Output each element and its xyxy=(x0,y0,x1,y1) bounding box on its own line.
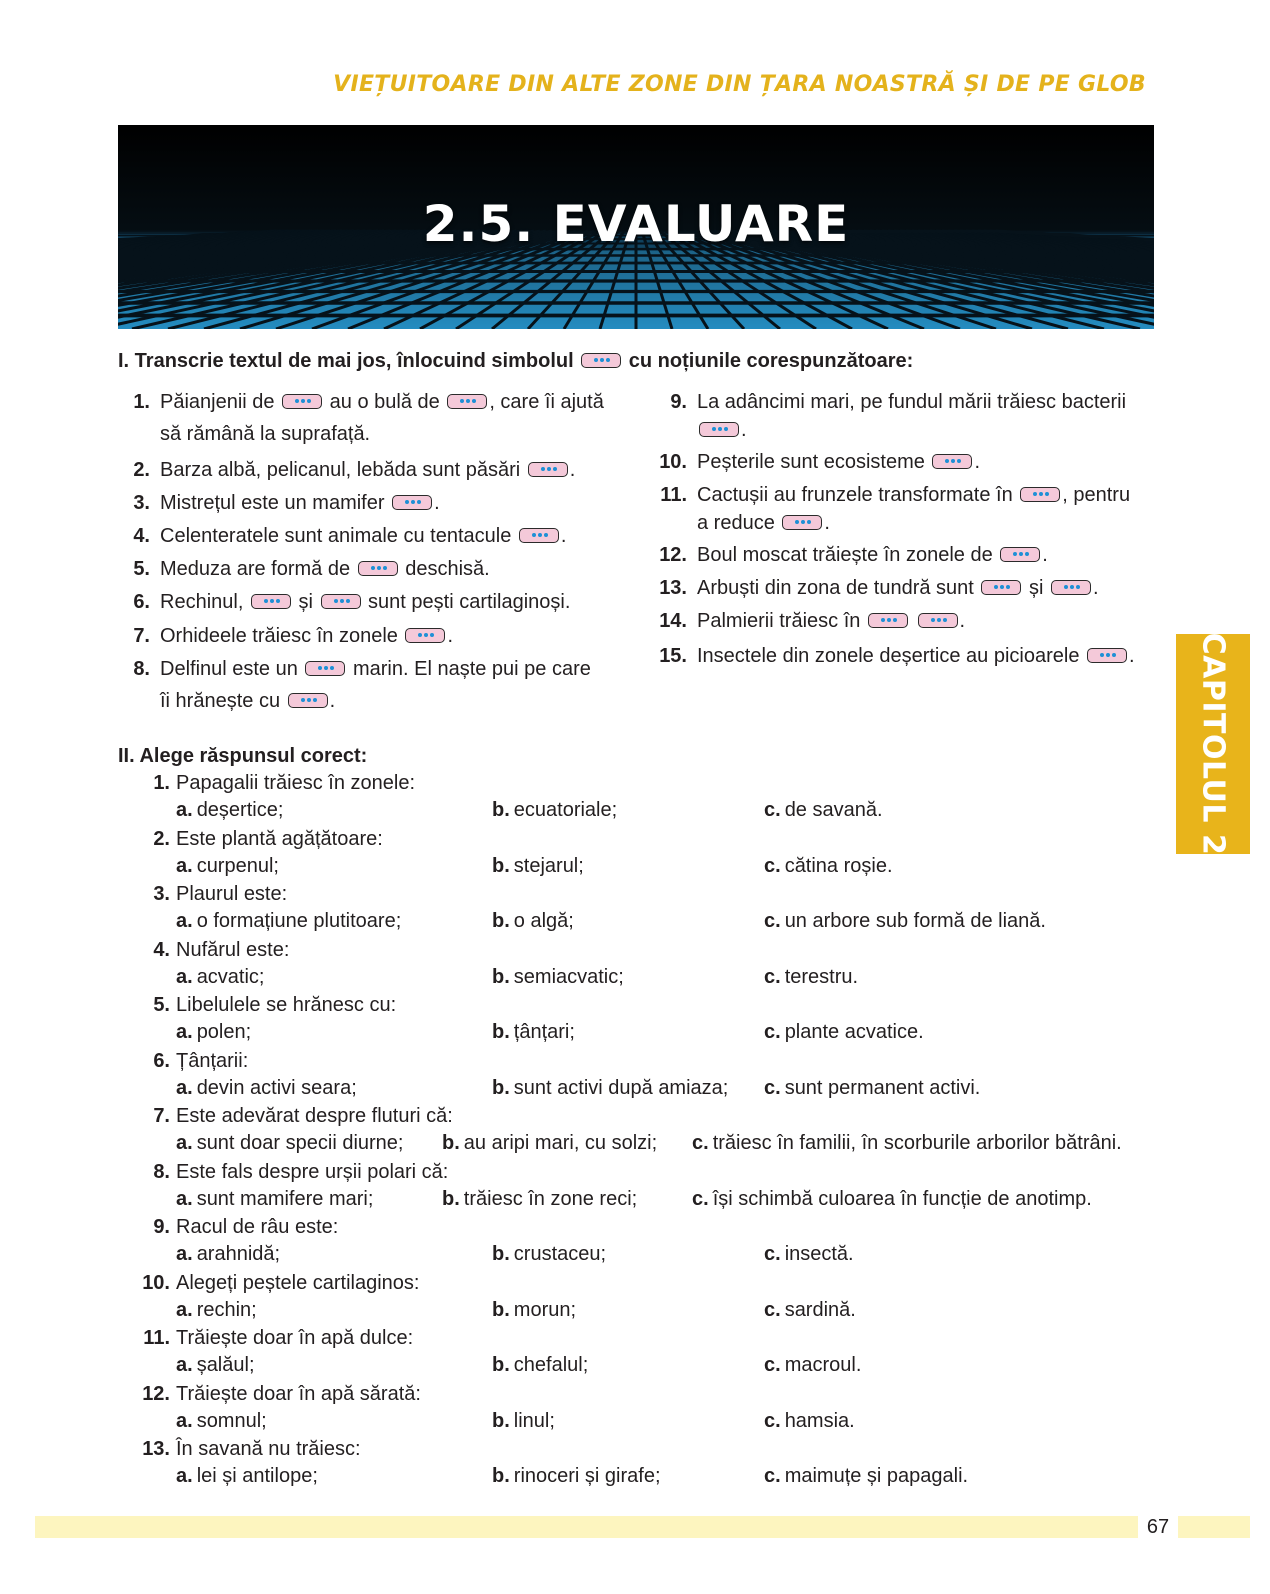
option-letter: c. xyxy=(764,1076,781,1099)
answer-option-c[interactable] xyxy=(764,1299,856,1322)
option-letter: a. xyxy=(176,1021,193,1043)
answer-option-c[interactable] xyxy=(764,799,883,822)
item-text-line xyxy=(160,489,440,517)
answer-option-c[interactable] xyxy=(692,1132,1122,1155)
item-text xyxy=(910,610,916,632)
option-letter: b. xyxy=(492,965,510,988)
question-text: Este adevărat despre fluturi că: xyxy=(176,1105,453,1127)
answer-option-c[interactable] xyxy=(764,966,858,989)
footer-band xyxy=(35,1516,1250,1538)
ellipsis-box-icon xyxy=(699,422,739,437)
question-text: Plaurul este: xyxy=(176,883,288,905)
option-letter: b. xyxy=(492,910,510,932)
answer-option-a[interactable] xyxy=(176,1410,267,1433)
option-text: au aripi mari, cu solzi; xyxy=(463,1132,658,1154)
answer-option-a[interactable] xyxy=(176,966,265,989)
option-letter: a. xyxy=(176,1243,193,1265)
item-text-line xyxy=(160,687,335,715)
item-text: a reduce xyxy=(697,512,781,534)
question-stem xyxy=(136,1327,413,1350)
option-letter: c. xyxy=(764,1021,781,1043)
item-text-line xyxy=(160,388,604,416)
ellipsis-box-icon xyxy=(305,661,345,676)
answer-option-c[interactable] xyxy=(692,1188,1092,1211)
item-text-line xyxy=(160,456,575,484)
option-letter: a. xyxy=(176,854,193,877)
item-text: Păianjenii de xyxy=(160,391,281,413)
answer-option-c[interactable] xyxy=(764,1243,854,1266)
ellipsis-box-icon xyxy=(1051,580,1091,595)
question-text: Țânțarii: xyxy=(176,1049,249,1072)
option-letter: a. xyxy=(176,1132,193,1154)
item-text: . xyxy=(824,512,830,534)
answer-option-a[interactable] xyxy=(176,1077,357,1100)
item-number: 4. xyxy=(133,525,150,547)
item-text-line xyxy=(697,509,830,537)
item-number: 14. xyxy=(659,610,687,632)
item-text: deschisă. xyxy=(399,558,490,580)
chapter-tab xyxy=(1176,634,1250,854)
question-stem xyxy=(136,994,396,1017)
answer-option-a[interactable] xyxy=(176,1188,373,1211)
question-number: 9. xyxy=(153,1216,170,1238)
option-letter: c. xyxy=(764,854,781,877)
answer-option-a[interactable] xyxy=(176,799,283,822)
option-letter: b. xyxy=(492,799,510,821)
ellipsis-box-icon xyxy=(918,613,958,628)
section1-title xyxy=(118,350,913,373)
item-number: 12. xyxy=(659,544,687,566)
answer-option-c[interactable] xyxy=(764,1410,855,1433)
option-text: terestru. xyxy=(784,965,859,988)
item-text: La adâncimi mari, pe fundul mării trăiesc bacterii xyxy=(697,391,1127,413)
question-text: Libelulele se hrănesc cu: xyxy=(176,994,397,1016)
item-text-line xyxy=(697,448,980,476)
ellipsis-box-icon xyxy=(392,495,432,510)
item-text: Arbuști din zona de tundră sunt xyxy=(697,577,980,599)
answer-option-c[interactable] xyxy=(764,1077,980,1100)
answer-option-b[interactable] xyxy=(442,1188,637,1211)
answer-option-b[interactable] xyxy=(492,1354,588,1377)
item-text-line xyxy=(160,622,453,650)
question-stem xyxy=(136,1272,419,1295)
item-text: , care îi ajută xyxy=(489,391,604,413)
ellipsis-box-icon xyxy=(868,613,908,628)
item-text-line xyxy=(160,655,591,683)
option-text: maimuțe și papagali. xyxy=(784,1465,969,1487)
item-text-line xyxy=(697,388,1126,416)
item-number: 9. xyxy=(670,391,687,413)
option-text: cătina roșie. xyxy=(784,854,893,877)
item-text: Peșterile sunt ecosisteme xyxy=(697,451,931,473)
question-stem xyxy=(136,1216,338,1239)
question-text: Este fals despre urșii polari că: xyxy=(176,1160,449,1183)
option-letter: a. xyxy=(176,1465,193,1487)
question-stem xyxy=(136,1161,448,1184)
question-number: 12. xyxy=(142,1382,170,1405)
item-number: 11. xyxy=(660,484,687,506)
ellipsis-box-icon xyxy=(932,454,972,469)
option-letter: a. xyxy=(176,799,193,821)
item-text: Barza albă, pelicanul, lebăda sunt păsări xyxy=(160,459,526,481)
question-stem xyxy=(136,828,383,851)
ellipsis-box-icon xyxy=(288,693,328,708)
option-letter: c. xyxy=(692,1132,709,1154)
option-text: acvatic; xyxy=(196,965,265,988)
option-text: rechin; xyxy=(196,1298,257,1321)
section1-title-start: I. Transcrie textul de mai jos, înlocuind simbolul xyxy=(118,350,574,372)
answer-option-b[interactable] xyxy=(492,1021,575,1044)
option-text: ecuatoriale; xyxy=(513,799,618,821)
item-text: . xyxy=(741,419,747,441)
answer-option-b[interactable] xyxy=(492,1243,606,1266)
ellipsis-box-icon xyxy=(981,580,1021,595)
option-letter: a. xyxy=(176,1409,193,1432)
option-text: plante acvatice. xyxy=(784,1021,924,1043)
item-number: 15. xyxy=(659,645,687,667)
option-text: macroul. xyxy=(784,1354,862,1376)
option-letter: a. xyxy=(176,1187,193,1210)
answer-option-a[interactable] xyxy=(176,1354,255,1377)
item-text: Delfinul este un xyxy=(160,658,304,680)
question-number: 1. xyxy=(153,772,170,794)
ellipsis-box-icon xyxy=(251,594,291,609)
answer-option-b[interactable] xyxy=(492,966,624,989)
item-text: . xyxy=(447,625,454,647)
question-number: 5. xyxy=(153,994,170,1016)
question-stem xyxy=(136,1383,421,1406)
item-text: și xyxy=(1023,577,1049,599)
ellipsis-box-icon xyxy=(519,528,559,543)
option-text: sardină. xyxy=(784,1298,856,1321)
question-number: 6. xyxy=(153,1049,170,1072)
option-letter: c. xyxy=(764,1465,781,1487)
option-text: țânțari; xyxy=(513,1021,575,1043)
option-letter: c. xyxy=(764,910,781,932)
option-text: insectă. xyxy=(784,1243,854,1265)
item-text: . xyxy=(1042,544,1048,566)
option-text: șalăul; xyxy=(196,1354,255,1376)
item-text-line xyxy=(160,555,490,583)
option-letter: c. xyxy=(764,1354,781,1376)
item-text: Orhideele trăiesc în zonele xyxy=(160,625,404,647)
option-text: lei și antilope; xyxy=(196,1465,318,1487)
answer-option-a[interactable] xyxy=(176,1465,318,1488)
item-text-line xyxy=(697,607,965,635)
option-text: hamsia. xyxy=(784,1409,855,1432)
section2-title: II. Alege răspunsul corect: xyxy=(118,745,368,767)
question-stem xyxy=(136,1105,453,1128)
item-text-line xyxy=(697,481,1130,509)
option-letter: b. xyxy=(492,1298,510,1321)
option-text: trăiesc în familii, în scorburile arborilor bătrâni. xyxy=(712,1132,1122,1154)
item-number: 10. xyxy=(659,451,687,473)
option-text: morun; xyxy=(513,1298,577,1321)
answer-option-b[interactable] xyxy=(492,1299,576,1322)
page-title: 2.5. EVALUARE xyxy=(422,195,850,253)
question-text: Racul de râu este: xyxy=(176,1216,339,1238)
item-number: 8. xyxy=(133,658,150,680)
ellipsis-box-icon xyxy=(581,353,621,368)
item-text: . xyxy=(569,459,576,481)
item-text-line xyxy=(697,574,1099,602)
option-text: semiacvatic; xyxy=(513,965,624,988)
option-letter: b. xyxy=(492,854,510,877)
option-letter: b. xyxy=(492,1465,510,1487)
item-text: Palmierii trăiesc în xyxy=(697,610,866,632)
option-text: chefalul; xyxy=(513,1354,589,1376)
item-text: au o bulă de xyxy=(324,391,446,413)
question-stem xyxy=(136,939,289,962)
running-header: VIEȚUITOARE DIN ALTE ZONE DIN ȚARA NOASTRĂ ȘI DE PE GLOB xyxy=(333,72,1146,97)
ellipsis-box-icon xyxy=(1087,648,1127,663)
question-stem xyxy=(136,1050,248,1073)
item-text-line xyxy=(697,642,1135,670)
item-number: 7. xyxy=(133,625,150,647)
option-text: sunt permanent activi. xyxy=(784,1076,981,1099)
option-text: își schimbă culoarea în funcție de anotimp. xyxy=(712,1187,1092,1210)
option-letter: c. xyxy=(764,799,781,821)
answer-option-b[interactable] xyxy=(492,1077,728,1100)
question-number: 11. xyxy=(143,1327,170,1349)
question-text: În savană nu trăiesc: xyxy=(176,1438,361,1460)
option-text: devin activi seara; xyxy=(196,1076,357,1099)
section1-title-end: cu noțiunile corespunzătoare: xyxy=(628,350,914,372)
option-letter: a. xyxy=(176,1354,193,1376)
option-letter: a. xyxy=(176,1076,193,1099)
item-text-line xyxy=(697,416,747,444)
question-text: Papagalii trăiesc în zonele: xyxy=(176,772,416,794)
question-text: Trăiește doar în apă dulce: xyxy=(176,1327,414,1349)
option-letter: b. xyxy=(492,1409,510,1432)
answer-option-b[interactable] xyxy=(492,855,584,878)
option-text: sunt mamifere mari; xyxy=(196,1187,374,1210)
option-letter: b. xyxy=(492,1354,510,1376)
item-text: Rechinul, xyxy=(160,591,249,613)
option-text: o algă; xyxy=(513,910,574,932)
option-text: sunt doar specii diurne; xyxy=(196,1132,404,1154)
option-letter: a. xyxy=(176,910,193,932)
option-text: somnul; xyxy=(196,1409,267,1432)
option-text: arahnidă; xyxy=(196,1243,281,1265)
question-text: Trăiește doar în apă sărată: xyxy=(176,1382,421,1405)
answer-option-a[interactable] xyxy=(176,910,401,933)
answer-option-c[interactable] xyxy=(764,910,1046,933)
item-text: , pentru xyxy=(1062,484,1131,506)
item-number: 13. xyxy=(659,577,687,599)
ellipsis-box-icon xyxy=(782,515,822,530)
item-text: sunt pești cartilaginoși. xyxy=(362,591,571,613)
item-text: . xyxy=(329,690,336,712)
ellipsis-box-icon xyxy=(1000,547,1040,562)
question-number: 3. xyxy=(153,883,170,905)
answer-option-c[interactable] xyxy=(764,1465,968,1488)
item-text: marin. El naște pui pe care xyxy=(347,658,591,680)
option-text: de savană. xyxy=(784,799,883,821)
option-text: polen; xyxy=(196,1021,252,1043)
question-stem xyxy=(136,883,287,906)
option-letter: a. xyxy=(176,965,193,988)
question-stem xyxy=(136,1438,361,1461)
option-letter: c. xyxy=(764,1298,781,1321)
answer-option-b[interactable] xyxy=(492,799,617,822)
item-text: . xyxy=(1129,645,1135,667)
item-number: 3. xyxy=(133,492,150,514)
option-text: crustaceu; xyxy=(513,1243,607,1265)
item-text-line xyxy=(160,420,370,448)
item-number: 5. xyxy=(133,558,150,580)
ellipsis-box-icon xyxy=(358,561,398,576)
item-text: să rămână la suprafață. xyxy=(160,423,371,445)
option-text: o formațiune plutitoare; xyxy=(196,910,402,932)
answer-option-b[interactable] xyxy=(492,1465,661,1488)
answer-option-c[interactable] xyxy=(764,855,893,878)
answer-option-a[interactable] xyxy=(176,1132,403,1155)
option-letter: c. xyxy=(764,1243,781,1265)
option-text: rinoceri și girafe; xyxy=(513,1465,661,1487)
question-text: Este plantă agățătoare: xyxy=(176,827,383,850)
option-text: linul; xyxy=(513,1409,555,1432)
ellipsis-box-icon xyxy=(282,394,322,409)
item-text: Insectele din zonele deșertice au picioarele xyxy=(697,645,1086,667)
title-banner xyxy=(118,125,1154,329)
item-number: 6. xyxy=(133,591,150,613)
page-number: 67 xyxy=(1138,1513,1178,1541)
answer-option-b[interactable] xyxy=(492,1410,555,1433)
answer-option-a[interactable] xyxy=(176,1299,257,1322)
option-text: un arbore sub formă de liană. xyxy=(784,910,1046,932)
answer-option-a[interactable] xyxy=(176,1243,280,1266)
item-text: . xyxy=(974,451,980,473)
option-letter: c. xyxy=(764,965,781,988)
item-text: . xyxy=(959,610,966,632)
option-letter: b. xyxy=(492,1076,510,1099)
option-letter: c. xyxy=(692,1187,709,1210)
answer-option-a[interactable] xyxy=(176,855,279,878)
item-text: . xyxy=(434,492,440,514)
ellipsis-box-icon xyxy=(447,394,487,409)
option-letter: c. xyxy=(764,1409,781,1432)
option-letter: b. xyxy=(492,1243,510,1265)
option-text: trăiesc în zone reci; xyxy=(463,1187,638,1210)
question-number: 2. xyxy=(153,827,170,850)
ellipsis-box-icon xyxy=(1020,487,1060,502)
option-letter: b. xyxy=(442,1187,460,1210)
question-stem xyxy=(136,772,415,795)
question-text: Alegeți peștele cartilaginos: xyxy=(176,1271,420,1294)
item-text-line xyxy=(160,522,566,550)
item-text: Celenteratele sunt animale cu tentacule xyxy=(160,525,517,547)
question-number: 8. xyxy=(153,1160,170,1183)
item-text: îi hrănește cu xyxy=(160,690,286,712)
item-text: Boul moscat trăiește în zonele de xyxy=(697,544,999,566)
question-number: 4. xyxy=(153,938,170,961)
option-letter: b. xyxy=(442,1132,460,1154)
answer-option-c[interactable] xyxy=(764,1354,861,1377)
answer-option-b[interactable] xyxy=(492,910,574,933)
ellipsis-box-icon xyxy=(321,594,361,609)
item-number: 2. xyxy=(133,459,150,481)
question-number: 10. xyxy=(142,1271,170,1294)
question-text: Nufărul este: xyxy=(176,938,290,961)
option-text: sunt activi după amiaza; xyxy=(513,1076,729,1099)
item-text: și xyxy=(292,591,319,613)
ellipsis-box-icon xyxy=(405,628,445,643)
item-text: Mistrețul este un mamifer xyxy=(160,492,391,514)
question-number: 13. xyxy=(142,1438,170,1460)
option-text: curpenul; xyxy=(196,854,279,877)
item-text-line xyxy=(697,541,1048,569)
option-text: stejarul; xyxy=(513,854,584,877)
item-text: Cactușii au frunzele transformate în xyxy=(697,484,1019,506)
answer-option-a[interactable] xyxy=(176,1021,251,1044)
answer-option-c[interactable] xyxy=(764,1021,924,1044)
item-text-line xyxy=(160,588,570,616)
option-letter: a. xyxy=(176,1298,193,1321)
ellipsis-box-icon xyxy=(528,462,568,477)
option-text: deșertice; xyxy=(196,799,284,821)
question-number: 7. xyxy=(153,1105,170,1127)
option-letter: b. xyxy=(492,1021,510,1043)
item-text: Meduza are formă de xyxy=(160,558,356,580)
item-text: . xyxy=(1092,577,1099,599)
item-text: . xyxy=(560,525,567,547)
answer-option-b[interactable] xyxy=(442,1132,657,1155)
item-number: 1. xyxy=(133,391,150,413)
chapter-tab-label: CAPITOLUL 2 xyxy=(1195,632,1231,856)
